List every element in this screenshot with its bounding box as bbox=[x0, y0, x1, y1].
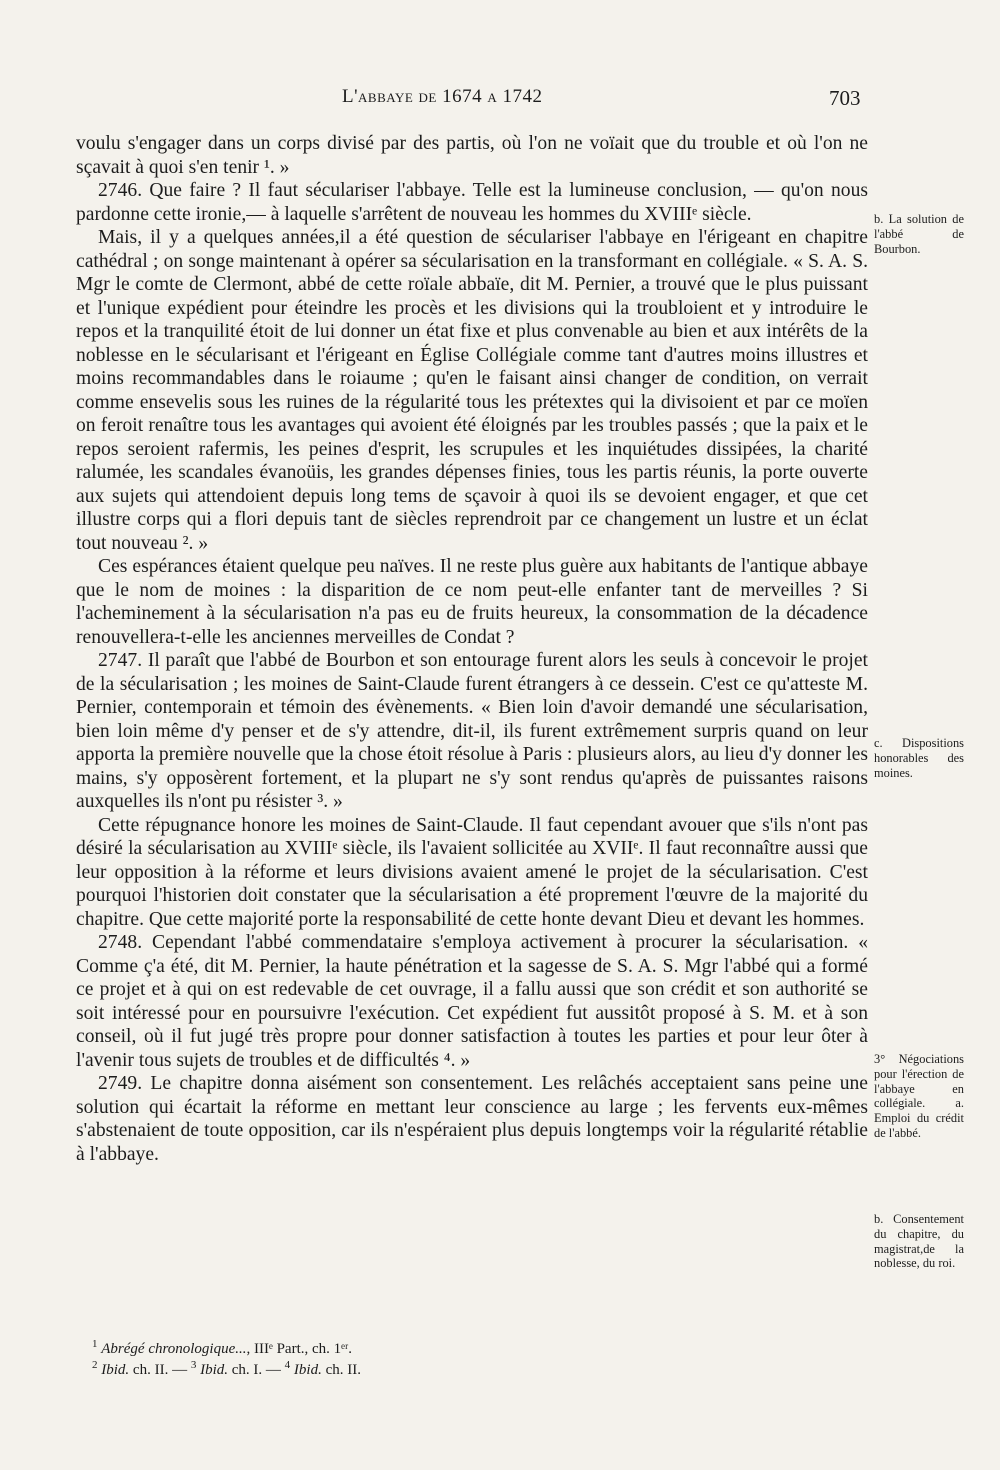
footnote-text: ch. II. — bbox=[129, 1362, 191, 1378]
page-number: 703 bbox=[829, 86, 861, 110]
footnote-text: ch. II. bbox=[321, 1362, 361, 1378]
margin-note-c: c. Dispositions honorables des moines. bbox=[874, 736, 964, 780]
paragraph-2749: 2749. Le chapitre donna aisément son consentement. Les relâchés acceptaient sans peine une solution qui écartait la réforme en mettant leur conscience au large ; les fervents eux-mêmes s'abstenaient de toute opposition, car ils n'espéraient plus depuis longtemps voir la régularité rétablie à l'abbaye. bbox=[76, 1073, 868, 1165]
body-text bbox=[76, 132, 868, 1166]
paragraph-6: Cette répugnance honore les moines de Saint-Claude. Il faut cependant avouer que s'ils n'ont pas désiré la sécularisation au XVIIIᵉ siècle, ils l'avaient sollicitée au XVIIᵉ. Il faut reconnaître aussi que leur opposition à la réforme et leurs divisions avaient amené le projet de la sécularisation. C'est pourquoi l'historien doit constater que la sécularisation a été proprement l'œuvre de la majorité du chapitre. Que cette majorité porte la responsabilité de cette honte devant Dieu et devant les hommes. bbox=[76, 814, 868, 930]
paragraph-2746: 2746. Que faire ? Il faut séculariser l'abbaye. Telle est la lumineuse conclusion, — qu'on nous pardonne cette ironie,— à laquelle s'arrêtent de nouveau les hommes du XVIIIᵉ siècle. bbox=[76, 180, 868, 225]
footnote-title: Ibid. bbox=[101, 1362, 130, 1378]
paragraph-4: Ces espérances étaient quelque peu naïves. Il ne reste plus guère aux habitants de l'antique abbaye que le nom de moines : la disparition de ce nom peut-elle enfanter tant de merveilles ? Si l'acheminement à la sécularisation n'a pas eu de fruits heureux, la consommation de la décadence renouvellera-t-elle les anciennes merveilles de Condat ? bbox=[76, 556, 868, 648]
footnote-mark: 2 bbox=[92, 1359, 98, 1371]
footnotes bbox=[92, 1339, 792, 1381]
page-header bbox=[0, 86, 1000, 116]
paragraph-1: voulu s'engager dans un corps divisé par des partis, où l'on ne voïait que du trouble et où l'on ne sçavait à quoi s'en tenir ¹. » bbox=[76, 133, 868, 178]
footnote-mark: 4 bbox=[284, 1359, 291, 1371]
margin-note-b: b. La solution de l'abbé de Bourbon. bbox=[874, 212, 964, 256]
paragraph-2747: 2747. Il paraît que l'abbé de Bourbon et son entourage furent alors les seuls à concevoir le projet de la sécularisation ; les moines de Saint-Claude furent étrangers à ce dessein. C'est ce qu'atteste M. Pernier, contemporain et témoin des évènements. « Bien loin d'avoir demandé une sécularisation, bien loin même d'y penser et de s'y attendre, dit-il, ils furent extrêmement surpris quand on leur apporta la première nouvelle que la chose étoit résolue à Paris : plusieurs alors, au lieu d'y donner les mains, s'y opposèrent fortement, et la plupart ne s'y sont rendus qu'après de puissantes raisons auxquelles ils n'ont pu résister ³. » bbox=[76, 650, 868, 812]
paragraph-3: Mais, il y a quelques années,il a été question de séculariser l'abbaye en l'érigeant en chapitre cathédral ; on songe maintenant à opérer sa sécularisation en la transformant en collégiale. « S. A. S. Mgr le comte de Clermont, abbé de cette roïale abbaïe, dit M. Pernier, a trouvé que le plus puissant et l'unique expédient pour éteindre les procès et les divisions qui la troubloient et y introduire le repos et la tranquilité étoit de lui donner un état fixe et plus convenable au bien et aux intérêts de la noblesse en le sécularisant et l'érigeant en Église Collégiale comme tant d'autres moins illustres et moins recommandables dans le roiaume ; qu'en le faisant ainsi changer de condition, on verrait comme ensevelis sous les ruines de la régularité tous les prétextes qui la divisoient et par ce moïen on feroit renaître tous les avantages qui avoient été éloignés par les troubles passés ; que la paix et le repos seroient rafermis, les peines d'esprit, les scrupules et les inquiétudes dissipées, la charité ralumée, les scandales évanoüis, les grandes dépenses finies, tous les partis réunis, la porte ouverte aux sujets qui attendoient depuis long tems de sçavoir à quoi ils se devoient engager, et que cet illustre corps qui a flori depuis tant de siècles reprendroit par ce changement un lustre et un éclat tout nouveau ². » bbox=[76, 227, 868, 554]
footnote-text: ch. I. — bbox=[228, 1362, 285, 1378]
footnote-1 bbox=[92, 1339, 792, 1360]
paragraph-2748: 2748. Cependant l'abbé commendataire s'employa activement à procurer la sécularisation. « Comme ç'a été, dit M. Pernier, la haute pénétration et la sagesse de S. A. S. Mgr l'abbé qui a formé ce projet et à qui on est redevable de cet ouvrage, il a fallu aussi que son crédit et son authorité se soit intéressé pour en poursuivre l'exécution. Cet expédient fut aussitôt proposé à S. M. et à son conseil, où il fut jugé très propre pour donner satisfaction à toutes les parties et pour leur ôter à l'avenir tous sujets de troubles et de difficultés ⁴. » bbox=[76, 932, 868, 1071]
footnote-mark: 3 bbox=[190, 1359, 197, 1371]
margin-note-negociations: 3° Négociations pour l'érection de l'abbaye en collégiale. a. Emploi du crédit de l'abbé. bbox=[874, 1052, 964, 1140]
margin-note-consentement: b. Consentement du chapitre, du magistrat,de la noblesse, du roi. bbox=[874, 1212, 964, 1271]
footnote-2-4 bbox=[92, 1360, 792, 1381]
footnote-title: Ibid. bbox=[293, 1362, 322, 1378]
footnote-title: Ibid. bbox=[200, 1362, 228, 1378]
footnote-text: , IIIᵉ Part., ch. 1ᵉʳ. bbox=[246, 1341, 353, 1357]
footnote-mark: 1 bbox=[92, 1338, 98, 1350]
running-title: L'abbaye de 1674 a 1742 bbox=[342, 86, 543, 107]
footnote-title: Abrégé chronologique... bbox=[101, 1341, 247, 1357]
